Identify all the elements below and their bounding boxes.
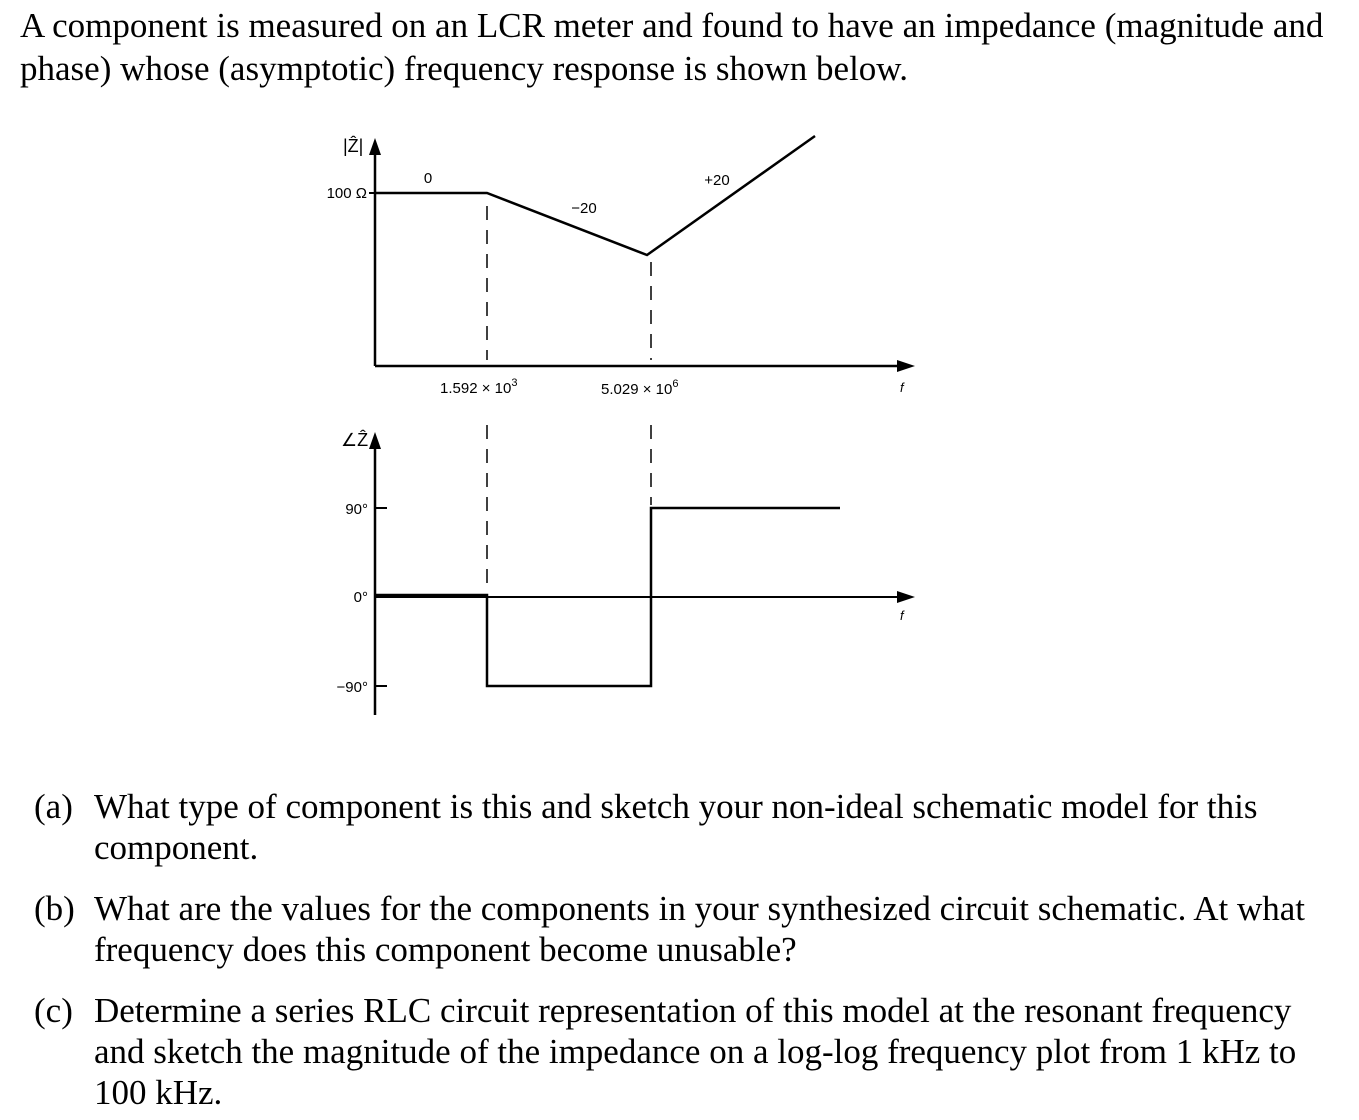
phase-plot <box>337 425 915 715</box>
phase-y-arrow-icon <box>369 432 381 449</box>
question-b <box>34 888 1324 970</box>
magnitude-y-arrow-icon <box>369 138 381 155</box>
freq-label-f1: $1.592 \times 10^3$ <box>440 377 518 397</box>
magnitude-plot <box>327 136 915 398</box>
question-b-text: What are the values for the components in your synthesized circuit schematic. At what frequency does this component become unusable? <box>94 889 1306 969</box>
question-b-label: (b) <box>34 889 75 928</box>
phase-tick-label-90: 90° <box>345 501 368 518</box>
mag-tick-label-100ohm: 100 Ω <box>326 185 367 202</box>
freq-label-f2: $5.029 \times 10^6$ <box>601 378 679 398</box>
question-a-text: What type of component is this and sketch your non-ideal schematic model for this component. <box>94 787 1258 867</box>
question-c-label: (c) <box>34 991 73 1030</box>
phase-x-arrow-icon <box>897 591 915 603</box>
phase-axis-label: ∠Ẑ <box>341 430 369 450</box>
slope-label-flat: 0 <box>423 170 433 187</box>
question-c-text: Determine a series RLC circuit representation of this model at the resonant frequency and sketch the magnitude of the impedance on a log-log frequency plot from 1 kHz to 100 kHz. <box>94 991 1297 1112</box>
phase-tick-label-minus90: −90° <box>336 679 368 696</box>
slope-label-plus20: +20 <box>704 172 730 189</box>
phase-tick-label-0: 0° <box>353 589 368 606</box>
question-c <box>34 990 1324 1113</box>
slope-label-minus20: −20 <box>571 200 597 217</box>
magnitude-asymptote <box>375 136 815 255</box>
phase-f-axis-label: f <box>900 608 904 623</box>
problem-intro: A component is measured on an LCR meter and found to have an impedance (magnitude and phase) whose (asymptotic) frequency response is shown below. <box>20 6 1324 88</box>
question-a-label: (a) <box>34 787 73 826</box>
question-a <box>34 786 1324 868</box>
magnitude-axis-label: |Ẑ| <box>343 136 364 156</box>
mag-f-axis-label: f <box>900 380 904 395</box>
magnitude-x-arrow-icon <box>897 360 915 372</box>
